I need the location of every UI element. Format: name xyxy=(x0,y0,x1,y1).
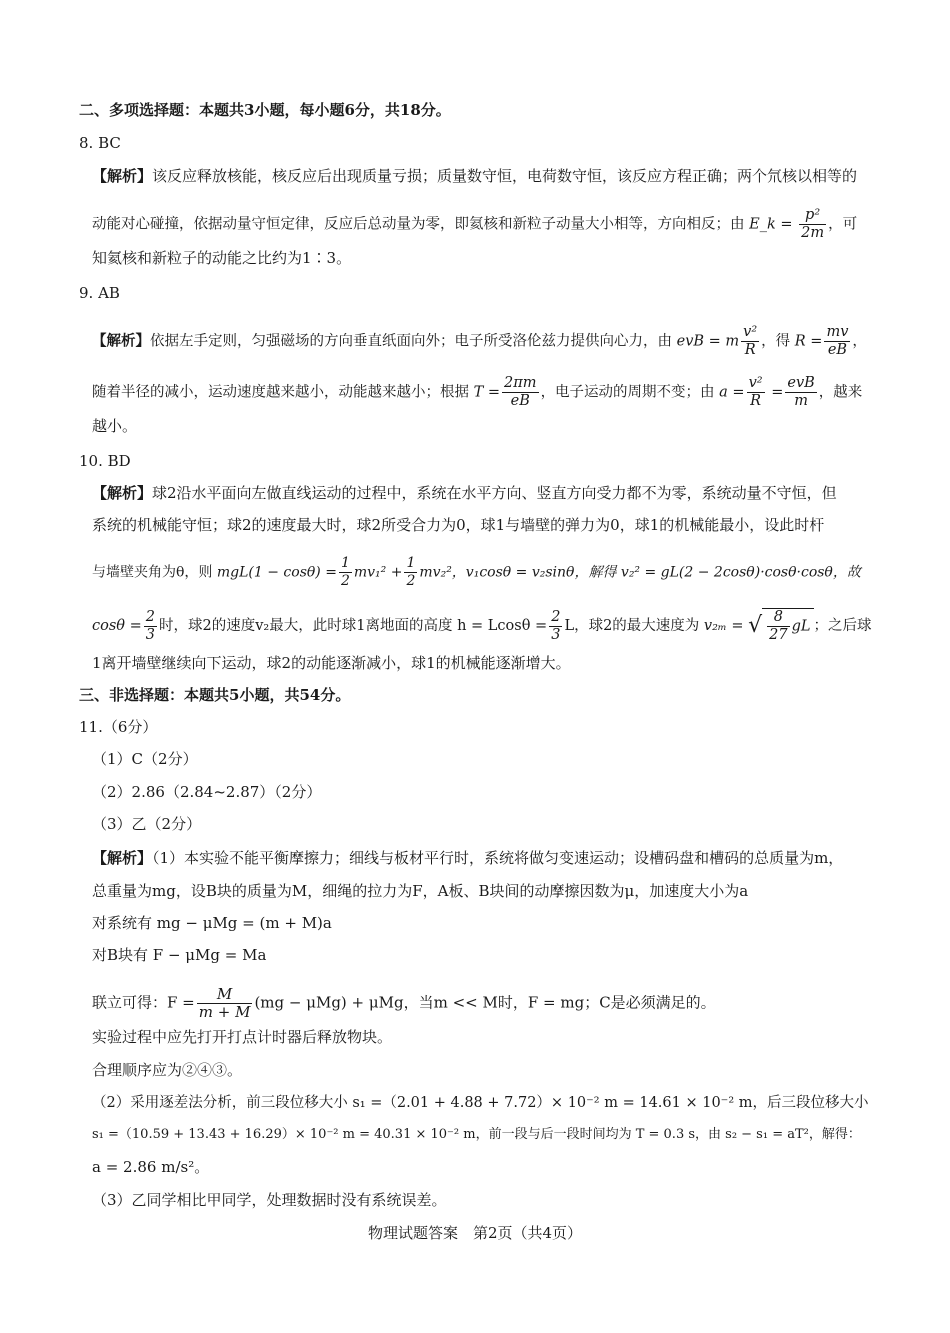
text: 时，球2的速度v₂最大，此时球1离地面的高度 h = Lcosθ = xyxy=(159,618,548,634)
numerator: 1 xyxy=(406,555,416,571)
square-root xyxy=(748,608,813,644)
denominator: 2 xyxy=(340,573,350,589)
fraction xyxy=(339,555,352,590)
analysis-q11-line9: s₁ =（10.59 + 13.43 + 16.29）× 10⁻² m = 40.31 × 10⁻² m，前一段与后一段时间均为 T = 0.3 s，由 s₂ − s₁ = aT²，解得： xyxy=(92,1127,861,1142)
numerator: 2 xyxy=(551,608,561,625)
formula: evB = m xyxy=(676,333,740,350)
analysis-q11-line1 xyxy=(92,848,843,868)
text: ；之后球 xyxy=(813,618,872,634)
analysis-q11-line2: 总重量为mg，设B块的质量为M，细绳的拉力为F，A板、B块间的动摩擦因数为μ，加速度大小为a xyxy=(92,882,749,900)
numerator: p² xyxy=(805,207,821,223)
denominator: 27 xyxy=(769,627,788,643)
analysis-q11-line11: （3）乙同学相比甲同学，处理数据时没有系统误差。 xyxy=(92,1191,447,1209)
analysis-q8-line3: 知氦核和新粒子的动能之比约为1∶3。 xyxy=(92,249,352,267)
formula: E_k = xyxy=(749,216,793,233)
formula: v₂ₘ = xyxy=(703,618,744,634)
text: ，可 xyxy=(828,216,858,233)
text: 随着半径的减小，运动速度越来越小，动能越来越小；根据 xyxy=(92,384,469,401)
analysis-q10-line1 xyxy=(92,483,837,503)
numerator: √ 8 xyxy=(773,609,784,625)
formula: gL xyxy=(791,618,811,635)
answer-q11-part3: （3）乙（2分） xyxy=(92,815,202,833)
analysis-q10-line4 xyxy=(92,608,872,644)
text: （1）本实验不能平衡摩擦力；细线与板材平行时，系统将做匀变速运动；设槽码盘和槽码的总质量为m， xyxy=(152,849,844,867)
answer-q8: 8. BC xyxy=(79,134,121,152)
analysis-q11-line5 xyxy=(92,986,716,1021)
text: 球2沿水平面向左做直线运动的过程中，系统在水平方向、竖直方向受力都不为零，系统动量不守恒，但 xyxy=(152,484,837,502)
numerator: 1 xyxy=(340,555,350,571)
answer-q11-part1: （1）C（2分） xyxy=(92,750,198,768)
numerator: v² xyxy=(743,324,758,340)
analysis-q9-line2 xyxy=(92,375,862,410)
denominator: eB xyxy=(502,392,539,410)
formula: cosθ = xyxy=(92,618,142,634)
text: 该反应释放核能，核反应后出现质量亏损；质量数守恒，电荷数守恒，该反应方程正确；两个氘核以相等的 xyxy=(152,167,858,185)
analysis-q9-line1 xyxy=(92,324,867,359)
fraction xyxy=(799,207,826,242)
analysis-label: 【解析】 xyxy=(92,849,153,867)
formula: R = xyxy=(794,333,823,350)
analysis-q11-line10: a = 2.86 m/s²。 xyxy=(92,1158,210,1176)
denominator: m + M xyxy=(198,1003,251,1021)
text: ，越来 xyxy=(818,384,863,401)
analysis-q11-line7: 合理顺序应为②④③。 xyxy=(92,1061,243,1079)
formula: mv₁² + xyxy=(353,564,403,581)
section-header-multiple-choice: 二、多项选择题：本题共3小题，每小题6分，共18分。 xyxy=(79,101,451,119)
analysis-q11-line6: 实验过程中应先打开打点计时器后释放物块。 xyxy=(92,1028,393,1046)
analysis-q10-line3 xyxy=(92,555,861,590)
analysis-label: 【解析】 xyxy=(92,167,153,185)
fraction xyxy=(741,324,759,359)
page-footer: 物理试题答案 第2页（共4页） xyxy=(367,1224,583,1242)
fraction xyxy=(144,609,157,644)
denominator: eB xyxy=(824,341,850,359)
section-header-nonchoice: 三、非选择题：本题共5小题，共54分。 xyxy=(79,686,351,704)
fraction xyxy=(824,324,850,359)
denominator: 3 xyxy=(551,626,561,643)
text: 依据左手定则，匀强磁场的方向垂直纸面向外；电子所受洛伦兹力提供向心力，由 xyxy=(150,333,672,350)
answer-q10: 10. BD xyxy=(79,452,131,470)
numerator: M xyxy=(216,985,233,1003)
text: ，电子运动的周期不变；由 xyxy=(540,384,715,401)
denominator: R xyxy=(747,392,765,410)
formula: T = xyxy=(473,384,501,401)
answer-q9: 9. AB xyxy=(79,284,120,302)
formula: a = xyxy=(719,384,745,401)
text: L，球2的最大速度为 xyxy=(564,618,700,634)
numerator: v² xyxy=(748,375,763,391)
analysis-q9-line3: 越小。 xyxy=(92,417,138,435)
numerator: 2πm xyxy=(504,375,537,391)
analysis-label: 【解析】 xyxy=(92,332,150,350)
denominator: m xyxy=(785,392,816,410)
answer-q11-part2: （2）2.86（2.84~2.87）（2分） xyxy=(92,783,322,801)
formula: mgL(1 − cosθ) = xyxy=(216,564,337,581)
analysis-q11-line4: 对B块有 F − μMg = Ma xyxy=(92,946,267,964)
text: 动能对心碰撞，依据动量守恒定律，反应后总动量为零，即氦核和新粒子动量大小相等，方向相反；由 xyxy=(92,216,745,233)
analysis-q11-line8: （2）采用逐差法分析，前三段位移大小 s₁ =（2.01 + 4.88 + 7.72）× 10⁻² m = 14.61 × 10⁻² m，后三段位移大小 xyxy=(92,1095,869,1111)
formula: = xyxy=(771,384,784,401)
analysis-q8-line1 xyxy=(92,166,857,186)
denominator: 2 xyxy=(406,573,416,589)
text: 联立可得：F = xyxy=(92,993,195,1012)
fraction xyxy=(747,375,765,410)
fraction xyxy=(785,375,816,410)
analysis-q11-line3: 对系统有 mg − μMg = (m + M)a xyxy=(92,914,332,932)
text: (mg − μMg) + μMg，当m << M时，F = mg；C是必须满足的。 xyxy=(254,993,716,1012)
numerator: 2 xyxy=(145,608,156,625)
text: ， xyxy=(852,333,867,350)
analysis-q8-line2 xyxy=(92,207,857,242)
numerator: evB xyxy=(787,375,815,391)
denominator: R xyxy=(741,341,759,359)
fraction xyxy=(502,375,539,410)
text: ，得 xyxy=(761,333,791,350)
formula: mv₂²，v₁cosθ = v₂sinθ，解得 v₂² = gL(2 − 2cosθ)·cosθ·cosθ，故 xyxy=(419,564,861,581)
analysis-label: 【解析】 xyxy=(92,484,153,502)
fraction xyxy=(767,609,789,644)
fraction xyxy=(404,555,417,590)
analysis-q10-line5: 1离开墙壁继续向下运动，球2的动能逐渐减小，球1的机械能逐渐增大。 xyxy=(92,654,571,672)
fraction xyxy=(197,986,253,1021)
answer-q11: 11.（6分） xyxy=(79,718,158,736)
fraction xyxy=(549,609,562,644)
denominator: 3 xyxy=(145,626,156,643)
numerator: mv xyxy=(826,324,849,340)
text: 与墙壁夹角为θ，则 xyxy=(92,564,213,581)
denominator: 2m xyxy=(801,225,825,241)
analysis-q10-line2: 系统的机械能守恒；球2的速度最大时，球2所受合力为0，球1与墙壁的弹力为0，球1的机械能最小，设此时杆 xyxy=(92,516,825,534)
